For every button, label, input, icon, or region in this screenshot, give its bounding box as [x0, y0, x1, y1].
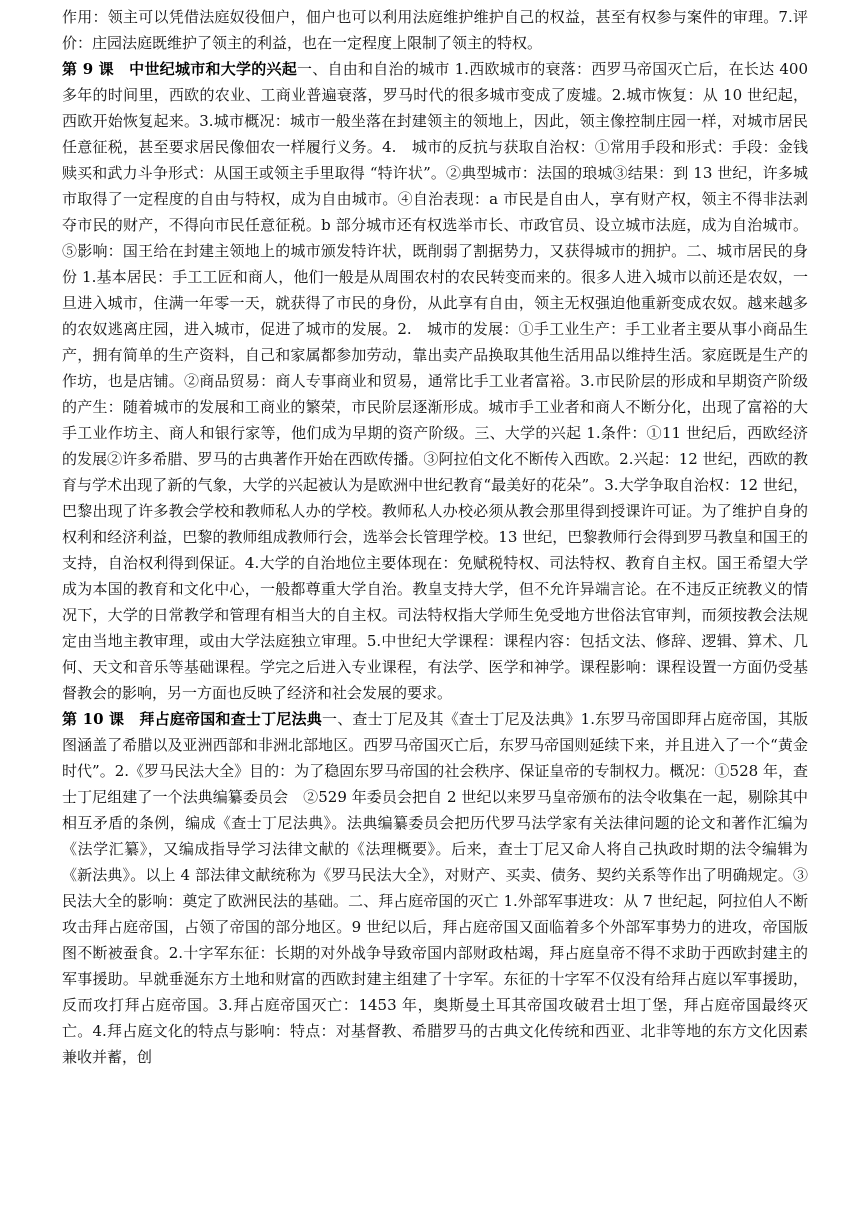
lesson-10-title: 第 10 课 拜占庭帝国和查士丁尼法典 [62, 710, 322, 728]
paragraph-intro [62, 4, 808, 56]
document-page [62, 4, 808, 1070]
paragraph-lesson-10 [62, 706, 808, 1070]
lesson-9-text: 一、自由和自治的城市 1.西欧城市的衰落：西罗马帝国灭亡后，在长达 400 多年的时间里，西欧的农业、工商业普遍衰落，罗马时代的很多城市变成了废墟。2.城市恢复：从 10 世纪起，西欧开始恢复起来。3.城市概况：城市一般坐落在封建领主的领地上，因此，领主像控制庄园一样，对城市居民任意征税，甚至要求居民像佃农一样履行义务。4. 城市的反抗与获取自治权：①常用手段和形式：手段：金钱赎买和武力斗争形式：从国王或领主手里取得 “特许状”。②典型城市：法国的琅城③结果：到 13 世纪，许多城市取得了一定程度的自由与特权，成为自由城市。④自治表现：a 市民是自由人，享有财产权，领主不得非法剥夺市民的财产，不得向市民任意征税。b 部分城市还有权选举市长、市政官员、设立城市法庭，成为自治城市。⑤影响：国王给在封建主领地上的城市颁发特许状，既削弱了割据势力，又获得城市的拥护。二、城市居民的身份 1.基本居民：手工工匠和商人，他们一般是从周围农村的农民转变而来的。很多人进入城市以前还是农奴，一旦进入城市，住满一年零一天，就获得了市民的身份，从此享有自由，领主无权强迫他重新变成农奴。越来越多的农奴逃离庄园，进入城市，促进了城市的发展。2. 城市的发展：①手工业生产：手工业者主要从事小商品生产，拥有简单的生产资料，自己和家属都参加劳动，靠出卖产品换取其他生活用品以维持生活。家庭既是生产的作坊，也是店铺。②商品贸易：商人专事商业和贸易，通常比手工业者富裕。3.市民阶层的形成和早期资产阶级的产生：随着城市的发展和工商业的繁荣，市民阶层逐渐形成。城市手工业者和商人不断分化，出现了富裕的大手工业作坊主、商人和银行家等，他们成为早期的资产阶级。三、大学的兴起 1.条件：①11 世纪后，西欧经济的发展②许多希腊、罗马的古典著作开始在西欧传播。③阿拉伯文化不断传入西欧。2.兴起：12 世纪，西欧的教育与学术出现了新的气象，大学的兴起被认为是欧洲中世纪教育“最美好的花朵”。3.大学争取自治权：12 世纪，巴黎出现了许多教会学校和教师私人办的学校。教师私人办校必须从教会那里得到授课许可证。为了维护自身的权利和经济利益，巴黎的教师组成教师行会，选举会长管理学校。13 世纪，巴黎教师行会得到罗马教皇和国王的支持，自治权利得到保证。4.大学的自治地位主要体现在：免赋税特权、司法特权、教育自主权。国王希望大学成为本国的教育和文化中心，一般都尊重大学自治。教皇支持大学，但不允许异端言论。在不违反正统教义的情况下，大学的日常教学和管理有相当大的自主权。司法特权指大学师生免受地方世俗法官审判，而须按教会法规定由当地主教审理，或由大学法庭独立审理。5.中世纪大学课程：课程内容：包括文法、修辞、逻辑、算术、几何、天文和音乐等基础课程。学完之后进入专业课程，有法学、医学和神学。课程影响：课程设置一方面仍受基督教会的影响，另一方面也反映了经济和社会发展的要求。 [62, 60, 808, 702]
lesson-10-text: 一、查士丁尼及其《查士丁尼及法典》1.东罗马帝国即拜占庭帝国，其版图涵盖了希腊以及亚洲西部和非洲北部地区。西罗马帝国灭亡后，东罗马帝国则延续下来，并且进入了一个“黄金时代”。2.《罗马民法大全》目的：为了稳固东罗马帝国的社会秩序、保证皇帝的专制权力。概况：①528 年，查士丁尼组建了一个法典编纂委员会 ②529 年委员会把自 2 世纪以来罗马皇帝颁布的法令收集在一起，剔除其中相互矛盾的条例，编成《查士丁尼法典》。法典编纂委员会把历代罗马法学家有关法律问题的论文和著作汇编为《法学汇纂》，又编成指导学习法律文献的《法理概要》。后来，查士丁尼又命人将自己执政时期的法令编辑为《新法典》。以上 4 部法律文献统称为《罗马民法大全》，对财产、买卖、债务、契约关系等作出了明确规定。③民法大全的影响：奠定了欧洲民法的基础。二、拜占庭帝国的灭亡 1.外部军事进攻：从 7 世纪起，阿拉伯人不断攻击拜占庭帝国，占领了帝国的部分地区。9 世纪以后，拜占庭帝国又面临着多个外部军事势力的进攻，帝国版图不断被蚕食。2.十字军东征：长期的对外战争导致帝国内部财政枯竭，拜占庭皇帝不得不求助于西欧封建主的军事援助。早就垂涎东方土地和财富的西欧封建主组建了十字军。东征的十字军不仅没有给拜占庭以军事援助，反而攻打拜占庭帝国。3.拜占庭帝国灭亡：1453 年，奥斯曼土耳其帝国攻破君士坦丁堡，拜占庭帝国最终灭亡。4.拜占庭文化的特点与影响：特点：对基督教、希腊罗马的古典文化传统和西亚、北非等地的东方文化因素兼收并蓄，创 [62, 710, 808, 1066]
paragraph-intro-text: 作用：领主可以凭借法庭奴役佃户，佃户也可以利用法庭维护维护自己的权益，甚至有权参与案件的审理。7.评价：庄园法庭既维护了领主的利益，也在一定程度上限制了领主的特权。 [62, 8, 808, 52]
paragraph-lesson-9 [62, 56, 808, 706]
lesson-9-title: 第 9 课 中世纪城市和大学的兴起 [62, 60, 298, 78]
